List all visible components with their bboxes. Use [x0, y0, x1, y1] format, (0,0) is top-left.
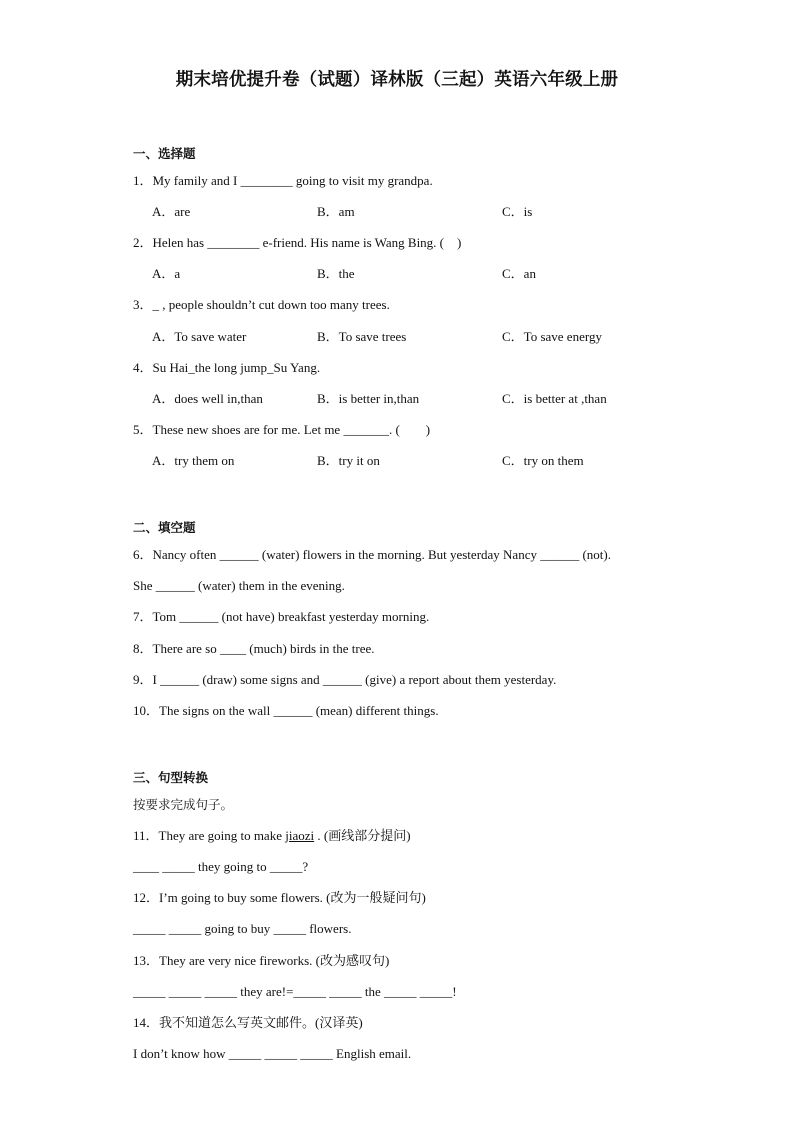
question-1-option-b: B．am [317, 204, 355, 219]
question-4-option-b: B．is better in,than [317, 391, 420, 406]
question-1-stem: 1．My family and I ________ going to visit my grandpa. [133, 173, 433, 188]
page-title: 期末培优提升卷（试题）译林版（三起）英语六年级上册 [175, 70, 619, 90]
question-13: 13．They are very nice fireworks. (改为感叹句) [133, 953, 390, 968]
question-4-option-a: A．does well in,than [152, 391, 263, 406]
question-1-option-a: A．are [152, 204, 191, 219]
question-11-prefix: 11．They are going to make [133, 828, 286, 843]
question-14: 14．我不知道怎么写英文邮件。(汉译英) [133, 1015, 363, 1030]
answer-11: ____ _____ they going to _____? [133, 859, 309, 874]
question-11-underlined-word: jiaozi [285, 828, 315, 843]
question-3-stem: 3．_ , people shouldn’t cut down too many trees. [133, 297, 390, 312]
section-heading-fill-in: 二、填空题 [133, 520, 196, 535]
question-9: 9．I ______ (draw) some signs and ______ (give) a report about them yesterday. [133, 672, 557, 687]
answer-12: _____ _____ going to buy _____ flowers. [133, 921, 352, 936]
question-6-line-1: 6．Nancy often ______ (water) flowers in the morning. But yesterday Nancy ______ (not). [133, 547, 611, 562]
question-2-stem: 2．Helen has ________ e-friend. His name is Wang Bing. ( ) [133, 235, 462, 250]
question-2-option-c: C．an [502, 266, 536, 281]
section-instruction: 按要求完成句子。 [133, 797, 234, 812]
answer-13: _____ _____ _____ they are!=_____ _____ the _____ _____! [133, 984, 457, 999]
question-12: 12．I’m going to buy some flowers. (改为一般疑问句) [133, 890, 426, 905]
question-5-option-c: C．try on them [502, 453, 584, 468]
question-4-stem: 4．Su Hai_the long jump_Su Yang. [133, 360, 321, 375]
question-10: 10．The signs on the wall ______ (mean) different things. [133, 703, 439, 718]
question-2-option-a: A．a [152, 266, 181, 281]
question-4-option-c: C．is better at ,than [502, 391, 607, 406]
question-1-option-c: C．is [502, 204, 533, 219]
question-5-option-b: B．try it on [317, 453, 380, 468]
question-7: 7．Tom ______ (not have) breakfast yesterday morning. [133, 609, 430, 624]
question-11 [133, 827, 411, 845]
question-5-stem: 5．These new shoes are for me. Let me _______. ( ) [133, 422, 431, 437]
question-8: 8．There are so ____ (much) birds in the tree. [133, 641, 375, 656]
question-6-line-2: She ______ (water) them in the evening. [133, 578, 345, 593]
question-3-option-b: B．To save trees [317, 329, 407, 344]
question-11-suffix: . (画线部分提问) [314, 828, 411, 843]
question-2-option-b: B．the [317, 266, 355, 281]
question-3-option-c: C．To save energy [502, 329, 602, 344]
answer-14: I don’t know how _____ _____ _____ English email. [133, 1046, 412, 1061]
question-5-option-a: A．try them on [152, 453, 235, 468]
question-3-option-a: A．To save water [152, 329, 247, 344]
section-heading-choice: 一、选择题 [133, 146, 196, 161]
section-heading-transform: 三、句型转换 [133, 770, 209, 785]
